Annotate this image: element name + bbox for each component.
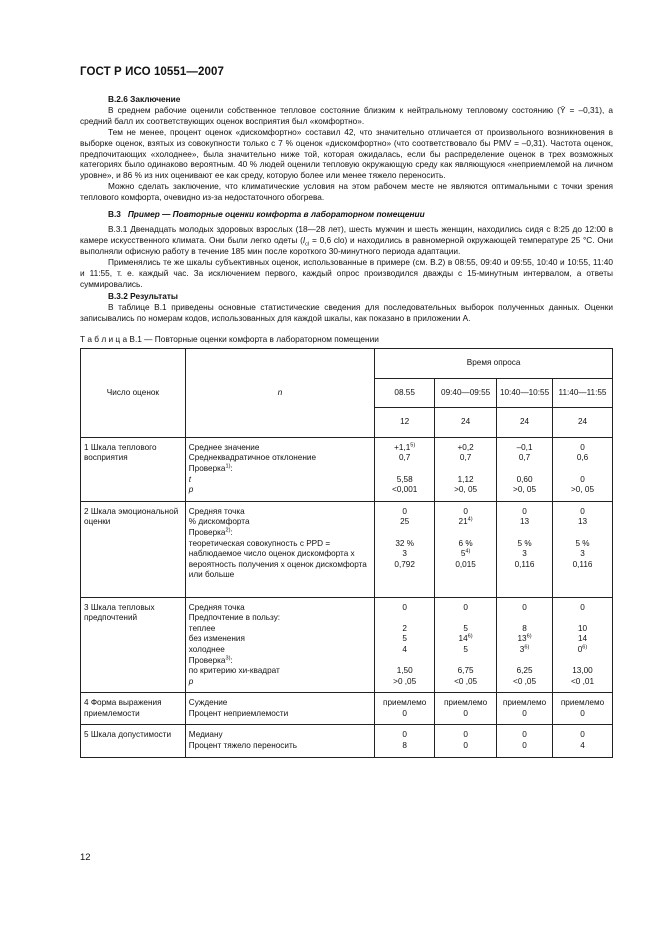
value-cell: 0	[463, 708, 468, 718]
value-column	[553, 693, 613, 725]
value-cell: <0,001	[392, 485, 418, 495]
paragraph: Применялись те же шкалы субъективных оценок, использованные в примере (см. В.2) в 08:55, 09:40 и 09:55, 10:40 и 10:55, 11:40 и 11:55, т. е. каждый час. За исключением первого, каждый опрос производился дважды с 15-минутным интервалом, а ответы суммировались.	[80, 256, 613, 289]
value-cell: >0, 05	[513, 485, 537, 495]
value-column	[435, 693, 497, 725]
time-header: Время опроса	[375, 349, 613, 379]
value-cell: 14	[577, 634, 588, 644]
value-cell	[438, 656, 493, 667]
value-cell: 5	[463, 644, 468, 654]
value-column	[375, 597, 435, 693]
scale-name: 5 Шкала допустимости	[81, 725, 186, 757]
value-cell: 0,7	[518, 453, 531, 463]
value-cell: 0	[522, 741, 527, 751]
indicator-label: без изменения	[188, 634, 245, 644]
indicator-label: Средняя точка	[188, 602, 245, 612]
indicator-label: теоретическая совокупность с PPD = наблюдаемое число оценок дискомфорта x	[188, 538, 355, 559]
value-cell: 0,792	[394, 559, 415, 569]
value-cell: 0	[402, 506, 407, 516]
value-cell: 0	[522, 708, 527, 718]
paragraph: В среднем рабочие оценили собственное тепловое состояние близким к нейтральному тепловому состоянию (Ȳ = –0,31), а средний балл их соответствующих оценок восприятия был «комфортно».	[80, 104, 613, 126]
value-cell: 6,25	[516, 666, 533, 676]
value-column	[435, 501, 497, 597]
indicator-label	[189, 581, 371, 592]
paragraph: Можно сделать заключение, что климатические условия на этом рабочем месте не являются оптимальными с точки зрения теплового комфорта, очевидно из-за недостаточного обогрева.	[80, 181, 613, 203]
value-cell	[500, 656, 549, 667]
value-cell: 0	[463, 730, 468, 740]
value-cell: 8	[522, 623, 527, 633]
indicator-label: Проверка$^{2)}$:	[188, 527, 233, 537]
value-cell	[378, 613, 431, 624]
value-cell	[556, 656, 609, 667]
indicator-list	[185, 501, 374, 597]
table-row	[81, 725, 613, 757]
time-column-header: 10:40—10:55	[497, 378, 553, 408]
value-cell: 4	[402, 644, 407, 654]
value-cell: 0,116	[572, 559, 593, 569]
value-column	[435, 597, 497, 693]
page-number: 12	[80, 852, 91, 863]
value-cell: 1,12	[457, 474, 474, 484]
table-row	[81, 501, 613, 597]
value-cell: приемлемо	[443, 698, 488, 708]
value-cell: >0, 05	[571, 485, 594, 495]
value-cell: 0,015	[455, 559, 476, 569]
value-cell: 0,7	[459, 453, 472, 463]
indicator-label: вероятность получения x оценок дискомфорта или больше	[188, 559, 367, 580]
value-cell	[438, 613, 493, 624]
section-number: В.3	[108, 209, 121, 220]
value-cell: 3	[522, 549, 527, 559]
paragraph: В.3.1 Двенадцать молодых здоровых взрослых (18—28 лет), шесть мужчин и шесть женщин, находились сидя с 8:25 до 12:00 в камере искусственного климата. Они были легко одеты ($I_{cl} = 0,6$ clo) и находились в равномерной окружающей температуре 25 °С. Они выполняли офисную работу в течение 185 мин после короткого 30-минутного периода адаптации.	[80, 223, 613, 256]
value-cell: $+1,1^{5)}$	[394, 442, 416, 452]
value-cell	[378, 528, 431, 539]
value-cell: 0	[463, 602, 468, 612]
paragraph: Тем не менее, процент оценок «дискомфортно» составил 42, что значительно отличается от произвольного возникновения в выборке оценок, взятых из совокупности только с 7 % оценок «дискомфортно» (что соответствовало бы PMV = –0,31). Частота оценок, предпочитающих «холоднее», была значительно ниже той, которая ожидалась, если бы распределение оценок в трех возможных категориях было одинаково вероятным. 40 % людей оценили тепловую окружающую среду как являющуюся «неприемлемой на личном уровне», и 86 % из них оценивают ее как среду, которую более или менее тяжело переносить.	[80, 126, 613, 181]
value-cell: 2	[402, 623, 407, 633]
value-cell: 5	[402, 634, 407, 644]
indicator-label: % дискомфорта	[188, 517, 250, 527]
value-cell: приемлемо	[383, 698, 427, 708]
value-cell: 32 %	[395, 538, 414, 548]
value-cell: –0,1	[516, 442, 533, 452]
value-cell: 0	[580, 708, 585, 718]
value-column	[553, 501, 613, 597]
value-cell: >0, 05	[454, 485, 478, 495]
value-cell: 5	[463, 623, 468, 633]
sample-count: 24	[553, 408, 613, 438]
value-column	[553, 437, 613, 501]
scale-name: 2 Шкала эмоциональной оценки	[81, 501, 186, 597]
column-header-count: Число оценок	[81, 349, 186, 438]
value-cell	[378, 464, 431, 475]
value-cell: 0	[522, 730, 527, 740]
value-cell: 0	[402, 708, 407, 718]
value-column	[435, 725, 497, 757]
section-title: Пример — Повторные оценки комфорта в лабораторном помещении	[127, 209, 425, 220]
value-cell: >0 ,05	[393, 676, 417, 686]
value-cell	[556, 613, 609, 624]
table-row	[81, 693, 613, 725]
value-cell: <0 ,05	[513, 676, 537, 686]
value-cell: 3$^{6)}$	[519, 644, 530, 654]
value-cell: 0	[580, 442, 585, 452]
table-row	[81, 437, 613, 501]
value-cell: 3	[402, 549, 407, 559]
indicator-list	[185, 437, 374, 501]
value-cell: приемлемо	[502, 698, 547, 708]
indicator-label: Процент тяжело переносить	[188, 741, 297, 751]
value-column	[553, 597, 613, 693]
value-column	[375, 437, 435, 501]
page-body	[80, 92, 613, 758]
section-heading-b26: В.2.6 Заключение	[108, 94, 181, 104]
value-cell	[556, 528, 609, 539]
value-column	[375, 693, 435, 725]
value-cell: 13	[519, 517, 530, 527]
indicator-label: по критерию хи-квадрат	[188, 666, 280, 676]
value-cell: 0	[402, 730, 407, 740]
value-cell	[438, 528, 493, 539]
value-column	[497, 725, 553, 757]
value-cell: <0 ,01	[571, 676, 594, 686]
value-cell: 8	[402, 741, 407, 751]
value-cell: 6,75	[457, 666, 474, 676]
value-column	[553, 725, 613, 757]
value-cell: 4	[580, 741, 585, 751]
value-cell: 13	[577, 517, 588, 527]
section-heading-b3	[108, 209, 613, 220]
column-header-n: n	[185, 349, 374, 438]
value-cell: 0	[580, 506, 585, 516]
value-cell	[500, 613, 549, 624]
indicator-label: Среднее значение	[188, 442, 260, 452]
value-column	[497, 437, 553, 501]
value-cell	[500, 464, 549, 475]
time-column-header: 08.55	[375, 378, 435, 408]
value-column	[375, 725, 435, 757]
time-column-header: 11:40—11:55	[553, 378, 613, 408]
table-row	[81, 597, 613, 693]
value-column	[497, 693, 553, 725]
indicator-label: Предпочтение в пользу:	[188, 613, 281, 623]
indicator-list	[185, 693, 374, 725]
indicator-label: p	[188, 485, 194, 495]
indicator-label: Проверка$^{3)}$:	[188, 654, 233, 665]
scale-name: 3 Шкала тепловых предпочтений	[81, 597, 186, 693]
section-heading-b32: В.3.2 Результаты	[108, 291, 178, 302]
paragraph: В таблице В.1 приведены основные статистические сведения для последовательных выборок полученных данных. Оценки записывались по номерам кодов, использованных для каждой шкалы, как показано в приложении А.	[80, 302, 613, 324]
indicator-label: Медиану	[188, 730, 223, 740]
time-column-header: 09:40—09:55	[435, 378, 497, 408]
value-cell: 0,6	[576, 453, 589, 463]
value-cell: 0,116	[514, 559, 535, 569]
indicator-list	[185, 725, 374, 757]
value-cell: 25	[400, 517, 410, 527]
value-cell	[556, 464, 609, 475]
value-cell: 0	[580, 474, 585, 484]
value-cell: 0$^{6)}$	[577, 644, 588, 654]
value-cell: 0	[463, 506, 468, 516]
indicator-label: теплее	[188, 623, 216, 633]
value-cell	[378, 656, 431, 667]
indicator-label: Средняя точка	[188, 506, 245, 516]
value-cell: +0,2	[457, 442, 474, 452]
sample-count: 12	[375, 408, 435, 438]
value-cell: 5,58	[396, 474, 413, 484]
indicator-label: Процент неприемлемости	[188, 708, 289, 718]
indicator-label: p	[188, 676, 194, 686]
value-column	[435, 437, 497, 501]
value-cell: 21$^{4)}$	[458, 516, 473, 527]
indicator-label: t	[188, 474, 192, 484]
value-column	[497, 501, 553, 597]
value-cell: 0	[580, 602, 585, 612]
value-cell: 1,50	[396, 666, 413, 676]
value-cell: 5$^{4)}$	[460, 548, 471, 559]
value-cell: 6 %	[458, 538, 473, 548]
document-header: ГОСТ Р ИСО 10551—2007	[80, 66, 225, 78]
value-cell: <0 ,05	[454, 676, 478, 686]
scale-name: 4 Форма выражения приемлемости	[81, 693, 186, 725]
value-cell: 13$^{6)}$	[517, 633, 532, 644]
table-caption: Т а б л и ц а В.1 — Повторные оценки комфорта в лабораторном помещении	[80, 334, 379, 345]
value-cell	[438, 464, 493, 475]
indicator-label: Проверка$^{1)}$:	[188, 463, 233, 473]
value-cell: 13,00	[572, 666, 593, 676]
value-cell	[500, 528, 549, 539]
value-column	[375, 501, 435, 597]
value-cell: 0	[522, 506, 527, 516]
results-table	[80, 348, 613, 758]
value-cell: 3	[580, 549, 585, 559]
value-cell: 0	[522, 602, 527, 612]
value-cell: 10	[577, 623, 588, 633]
value-cell: приемлемо	[560, 698, 605, 708]
scale-name: 1 Шкала теплового восприятия	[81, 437, 186, 501]
value-cell: 5 %	[575, 538, 590, 548]
value-cell: 14$^{6)}$	[458, 633, 473, 644]
value-cell: 0	[463, 741, 468, 751]
value-cell: 0,60	[516, 474, 533, 484]
indicator-label: Среднеквадратичное отклонение	[188, 453, 317, 463]
value-column	[497, 597, 553, 693]
indicator-list	[185, 597, 374, 693]
indicator-label: холоднее	[188, 644, 225, 654]
value-cell: 0	[580, 730, 585, 740]
value-cell: 0	[402, 602, 407, 612]
value-cell: 5 %	[517, 538, 532, 548]
sample-count: 24	[497, 408, 553, 438]
value-cell: 0,7	[398, 453, 411, 463]
sample-count: 24	[435, 408, 497, 438]
indicator-label: Суждение	[188, 698, 228, 708]
